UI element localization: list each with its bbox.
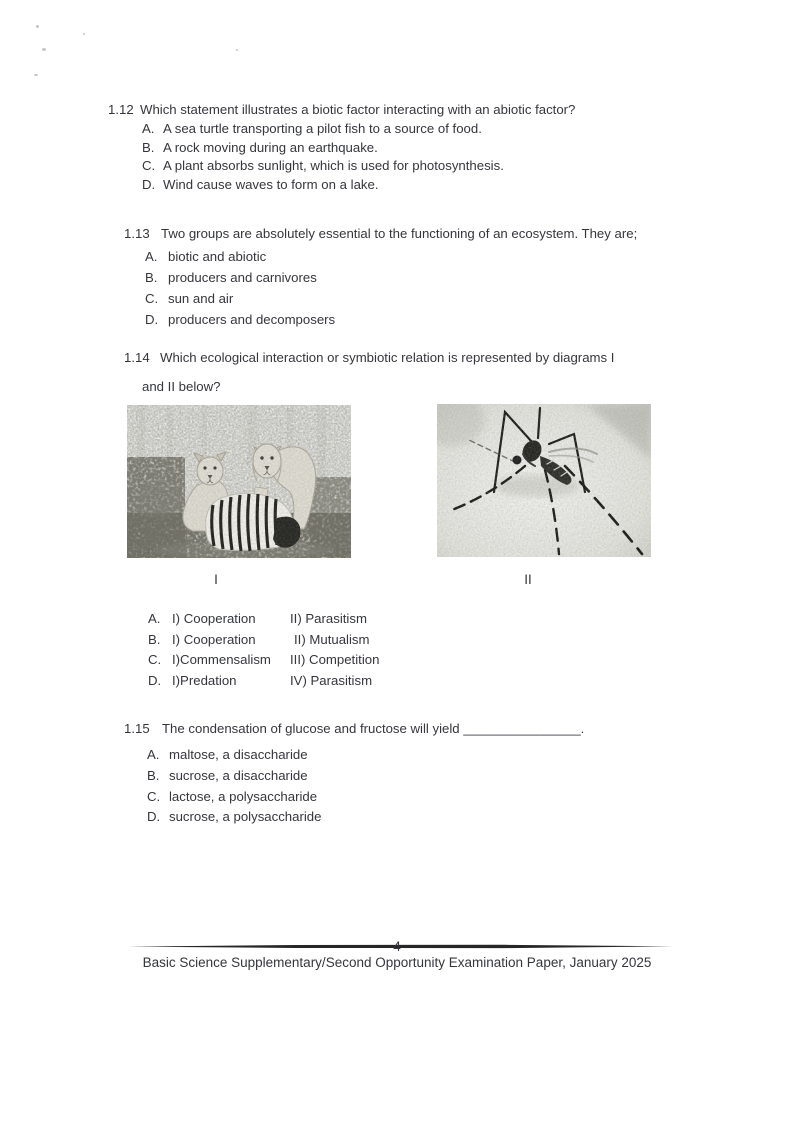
- figure-2-mosquito-image: [437, 404, 651, 557]
- option-letter: C.: [142, 158, 156, 174]
- question-1-14-header-line2: [142, 378, 220, 396]
- option-text: maltose, a disaccharide: [169, 747, 308, 762]
- option-row: [147, 766, 321, 787]
- option-letter: B.: [147, 767, 160, 783]
- option-first: I) Cooperation: [172, 611, 256, 626]
- option-letter: B.: [145, 270, 158, 285]
- option-letter: C.: [147, 788, 161, 804]
- option-row: [142, 139, 504, 158]
- answer-blank: ________________: [463, 721, 581, 736]
- option-letter: C.: [148, 652, 162, 668]
- option-row: [145, 267, 335, 288]
- question-1-14-header: [124, 349, 614, 367]
- question-1-13-header: [124, 225, 637, 243]
- scan-speck: [83, 33, 85, 35]
- question-number: 1.15: [124, 721, 150, 736]
- option-second: II) Mutualism: [294, 631, 370, 647]
- option-row: [145, 309, 335, 330]
- question-1-13-options: [145, 246, 335, 330]
- question-number: 1.12: [108, 102, 134, 117]
- question-text: Two groups are absolutely essential to the functioning of an ecosystem. They are;: [161, 226, 638, 241]
- option-letter: D.: [148, 673, 162, 689]
- option-letter: D.: [147, 809, 161, 825]
- option-letter: A.: [147, 747, 160, 762]
- option-text: Wind cause waves to form on a lake.: [163, 176, 379, 192]
- scan-speck: [236, 49, 238, 51]
- option-text: producers and carnivores: [168, 270, 317, 285]
- question-number: 1.14: [124, 350, 150, 365]
- page-number: 4: [393, 939, 401, 954]
- option-row: [148, 671, 379, 692]
- option-row: [142, 120, 504, 139]
- option-letter: A.: [142, 121, 155, 136]
- option-row: [148, 630, 379, 651]
- blank-period: .: [580, 721, 585, 736]
- question-1-12-options: [142, 120, 504, 194]
- option-first: I) Cooperation: [172, 631, 256, 647]
- option-letter: A.: [148, 611, 161, 626]
- option-letter: C.: [145, 291, 159, 306]
- option-second: III) Competition: [290, 652, 380, 668]
- option-text: sun and air: [168, 291, 234, 306]
- option-row: [142, 176, 504, 195]
- option-text: A sea turtle transporting a pilot fish to a source of food.: [163, 121, 482, 136]
- question-text: Which statement illustrates a biotic factor interacting with an abiotic factor?: [140, 102, 576, 117]
- footer-text: Basic Science Supplementary/Second Opportunity Examination Paper, January 2025: [142, 955, 652, 970]
- option-row: [148, 609, 379, 630]
- option-letter: B.: [148, 631, 161, 647]
- option-letter: D.: [142, 176, 156, 192]
- option-row: [147, 745, 321, 766]
- scan-speck: [34, 74, 38, 76]
- question-number: 1.13: [124, 226, 150, 241]
- option-row: [145, 288, 335, 309]
- option-letter: A.: [145, 249, 158, 264]
- option-text: lactose, a polysaccharide: [169, 788, 318, 804]
- question-text-line2: and II below?: [142, 379, 221, 394]
- scan-speck: [42, 48, 46, 51]
- question-1-14-options: [148, 609, 379, 692]
- option-second: II) Parasitism: [290, 611, 367, 626]
- question-1-12-header: [108, 101, 575, 119]
- figure-1-lions-zebra-image: [127, 405, 351, 558]
- option-text: sucrose, a disaccharide: [169, 767, 308, 783]
- option-text: A plant absorbs sunlight, which is used for photosynthesis.: [163, 158, 504, 174]
- option-letter: B.: [142, 139, 155, 155]
- option-text: A rock moving during an earthquake.: [163, 139, 378, 155]
- question-1-15-options: [147, 745, 321, 828]
- option-row: [147, 787, 321, 808]
- option-first: I)Predation: [172, 673, 237, 689]
- option-second: IV) Parasitism: [290, 673, 373, 689]
- figure-1-label: I: [214, 572, 218, 587]
- option-row: [145, 246, 335, 267]
- option-text: biotic and abiotic: [168, 249, 267, 264]
- question-text: The condensation of glucose and fructose will yield: [162, 721, 460, 736]
- option-row: [148, 650, 379, 671]
- question-1-15-header: [124, 720, 584, 738]
- figure-2-label: II: [524, 572, 532, 587]
- option-letter: D.: [145, 312, 159, 327]
- option-text: producers and decomposers: [168, 312, 336, 327]
- question-text-line1: Which ecological interaction or symbiotic relation is represented by diagrams I: [160, 350, 615, 365]
- option-row: [147, 807, 321, 828]
- scan-speck: [36, 25, 39, 28]
- option-first: I)Commensalism: [172, 652, 271, 668]
- option-row: [142, 157, 504, 176]
- option-text: sucrose, a polysaccharide: [169, 809, 322, 825]
